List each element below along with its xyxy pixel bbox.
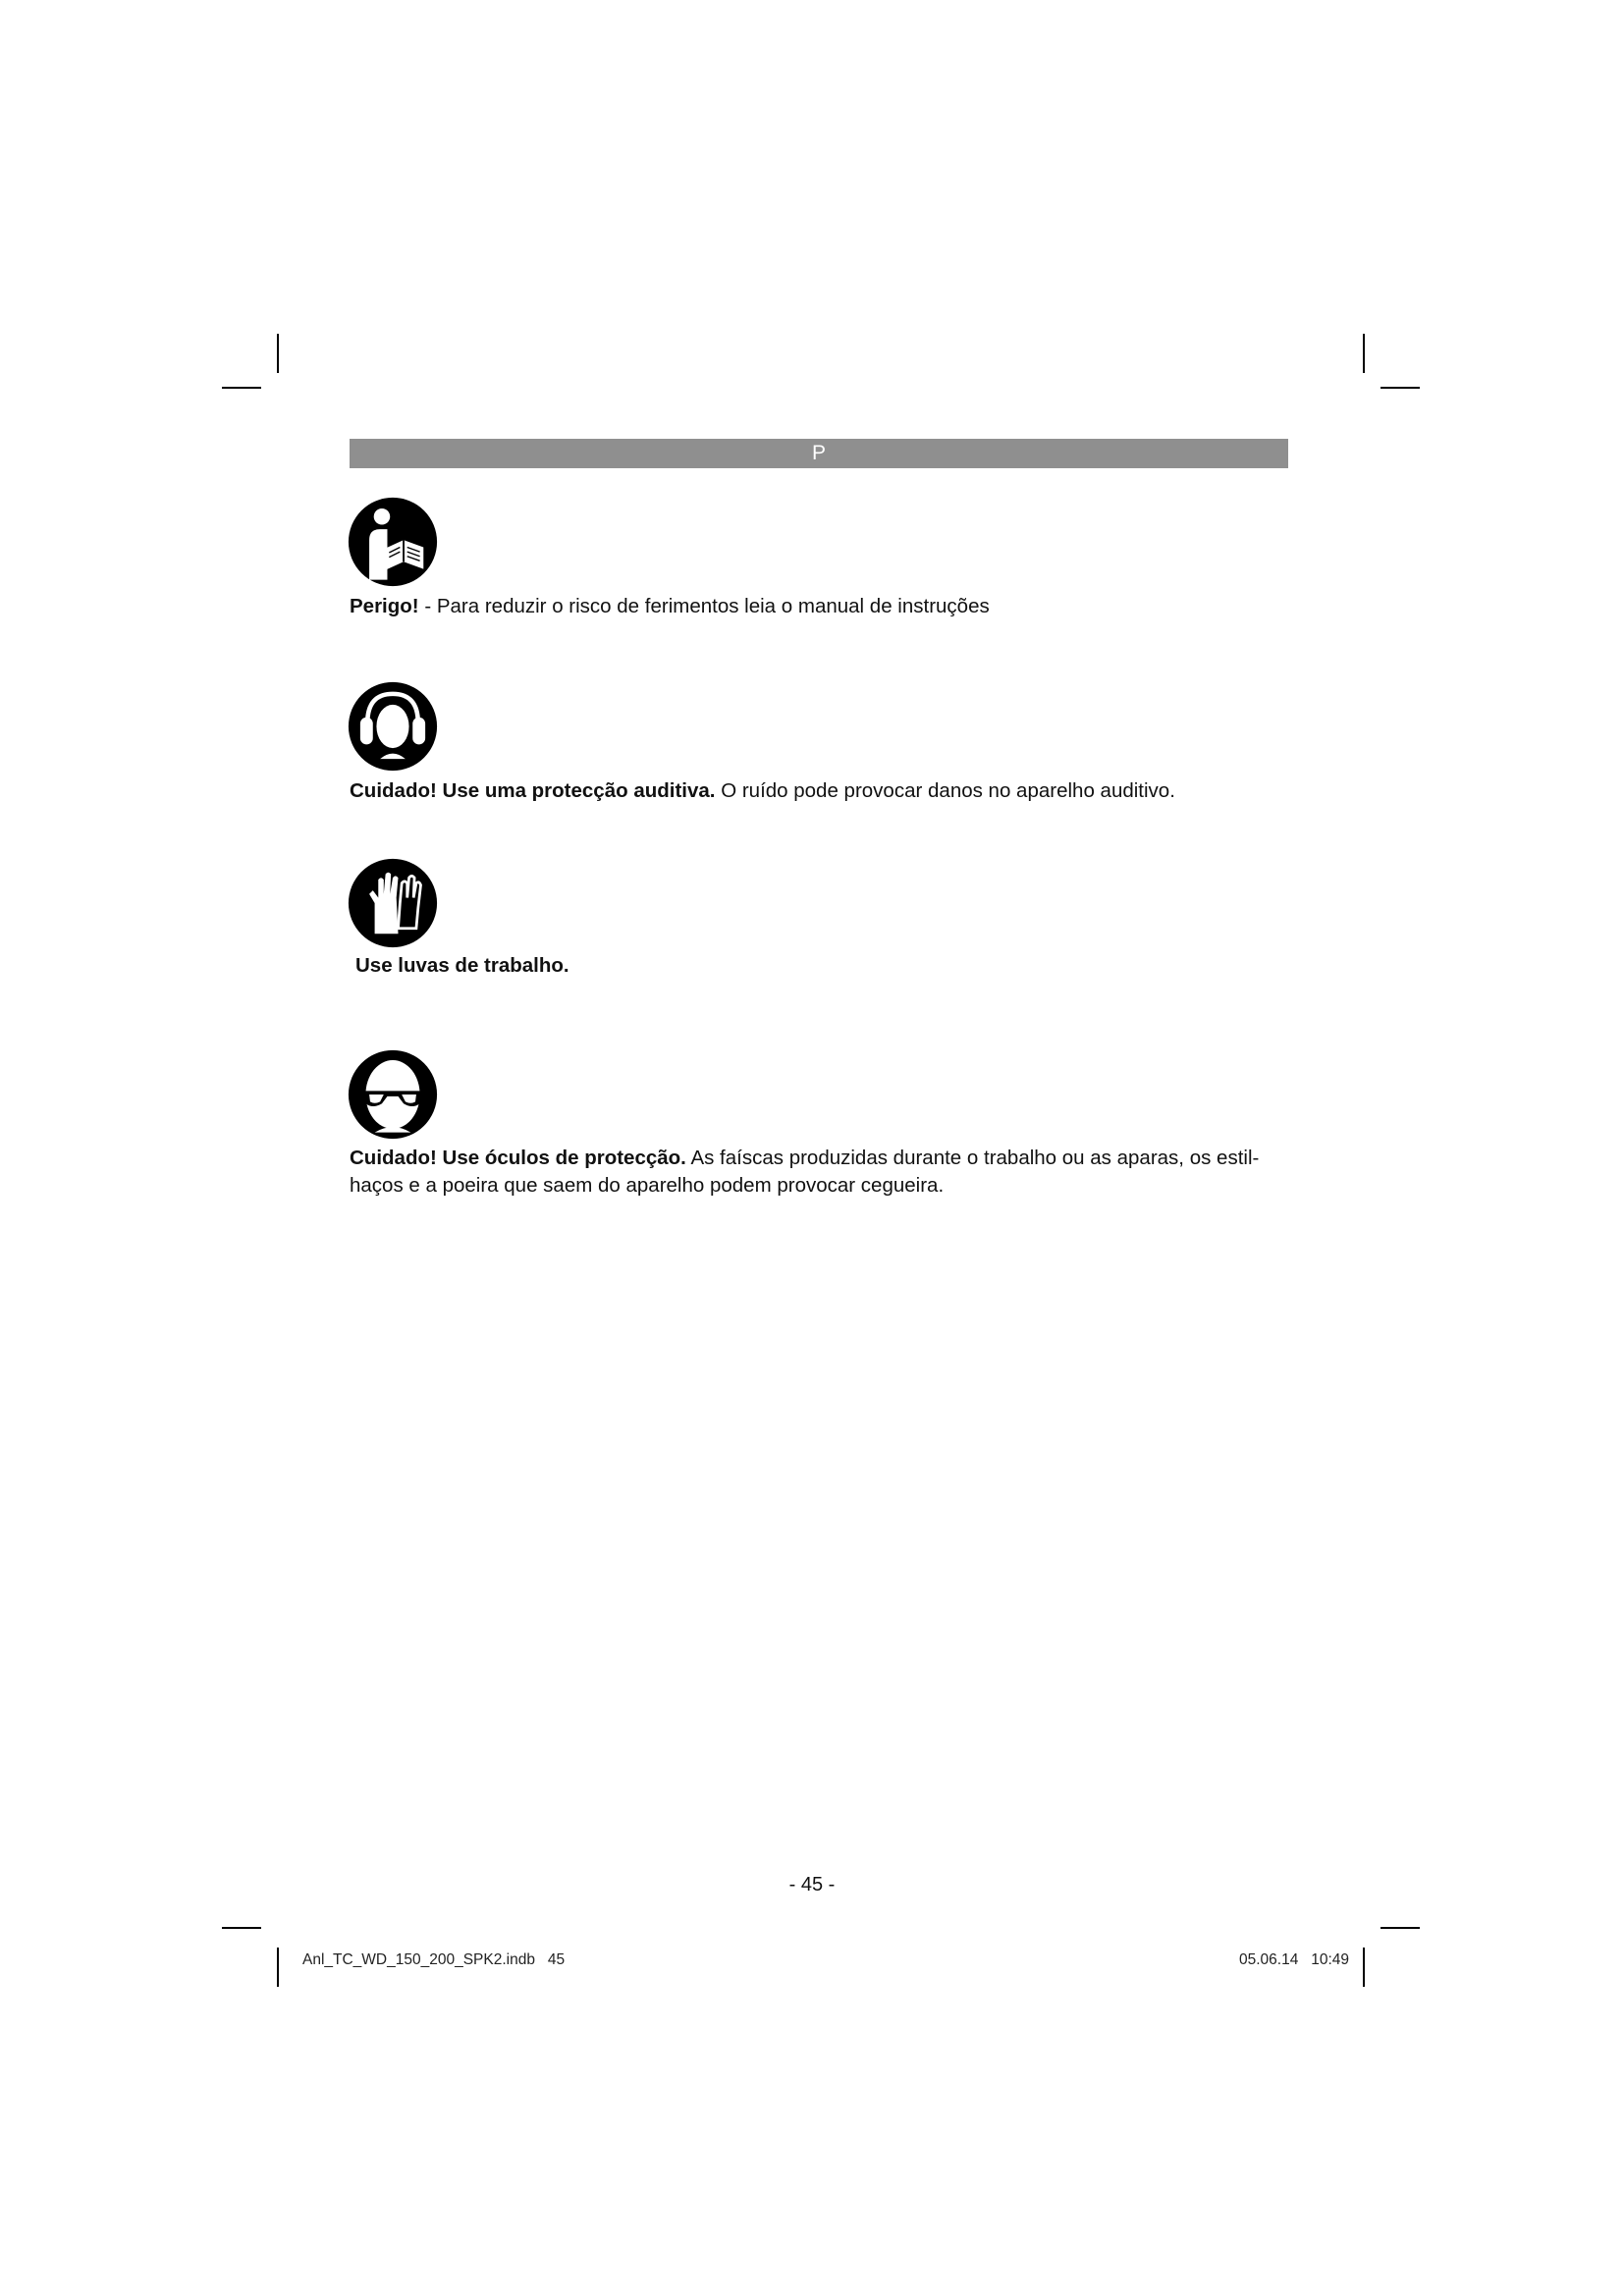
language-code: P [811, 442, 826, 464]
language-header-bar [350, 439, 1288, 468]
crop-mark-top-right-h [1380, 387, 1420, 389]
crop-mark-bottom-right-v [1363, 1948, 1365, 1987]
warning-gloves-bold: Use luvas de trabalho. [355, 954, 569, 977]
warning-hearing [350, 777, 1292, 805]
date-time-stamp: 05.06.14 10:49 [1239, 1951, 1350, 1968]
warning-eyes-line-1 [350, 1145, 1292, 1172]
warning-eyes-bold: Cuidado! Use óculos de protecção. [350, 1147, 686, 1169]
warning-gloves [355, 952, 1298, 980]
warning-eyes [350, 1145, 1292, 1200]
warning-eyes-text: As faíscas produzidas durante o trabalho ou as aparas, os estil- [685, 1147, 1260, 1169]
crop-mark-top-left-v [277, 334, 279, 373]
file-slug: Anl_TC_WD_150_200_SPK2.indb 45 [302, 1951, 566, 1968]
warning-read-manual [350, 593, 1292, 620]
read-manual-icon [348, 497, 438, 587]
eye-protection-icon [348, 1049, 438, 1140]
gloves-icon [348, 858, 438, 948]
warning-read-manual-bold: Perigo! [350, 595, 419, 617]
crop-mark-bottom-left-v [277, 1948, 279, 1987]
warning-eyes-line-2: haços e a poeira que saem do aparelho podem provocar cegueira. [350, 1174, 945, 1197]
crop-mark-top-left-h [222, 387, 261, 389]
warning-read-manual-text: - Para reduzir o risco de ferimentos leia o manual de instruções [418, 595, 990, 617]
crop-mark-top-right-v [1363, 334, 1365, 373]
ear-protection-icon [348, 681, 438, 772]
crop-mark-bottom-right-h [1380, 1927, 1420, 1929]
page-number: - 45 - [788, 1874, 836, 1896]
warning-hearing-bold: Cuidado! Use uma protecção auditiva. [350, 779, 716, 802]
crop-mark-bottom-left-h [222, 1927, 261, 1929]
warning-hearing-text: O ruído pode provocar danos no aparelho auditivo. [715, 779, 1175, 802]
